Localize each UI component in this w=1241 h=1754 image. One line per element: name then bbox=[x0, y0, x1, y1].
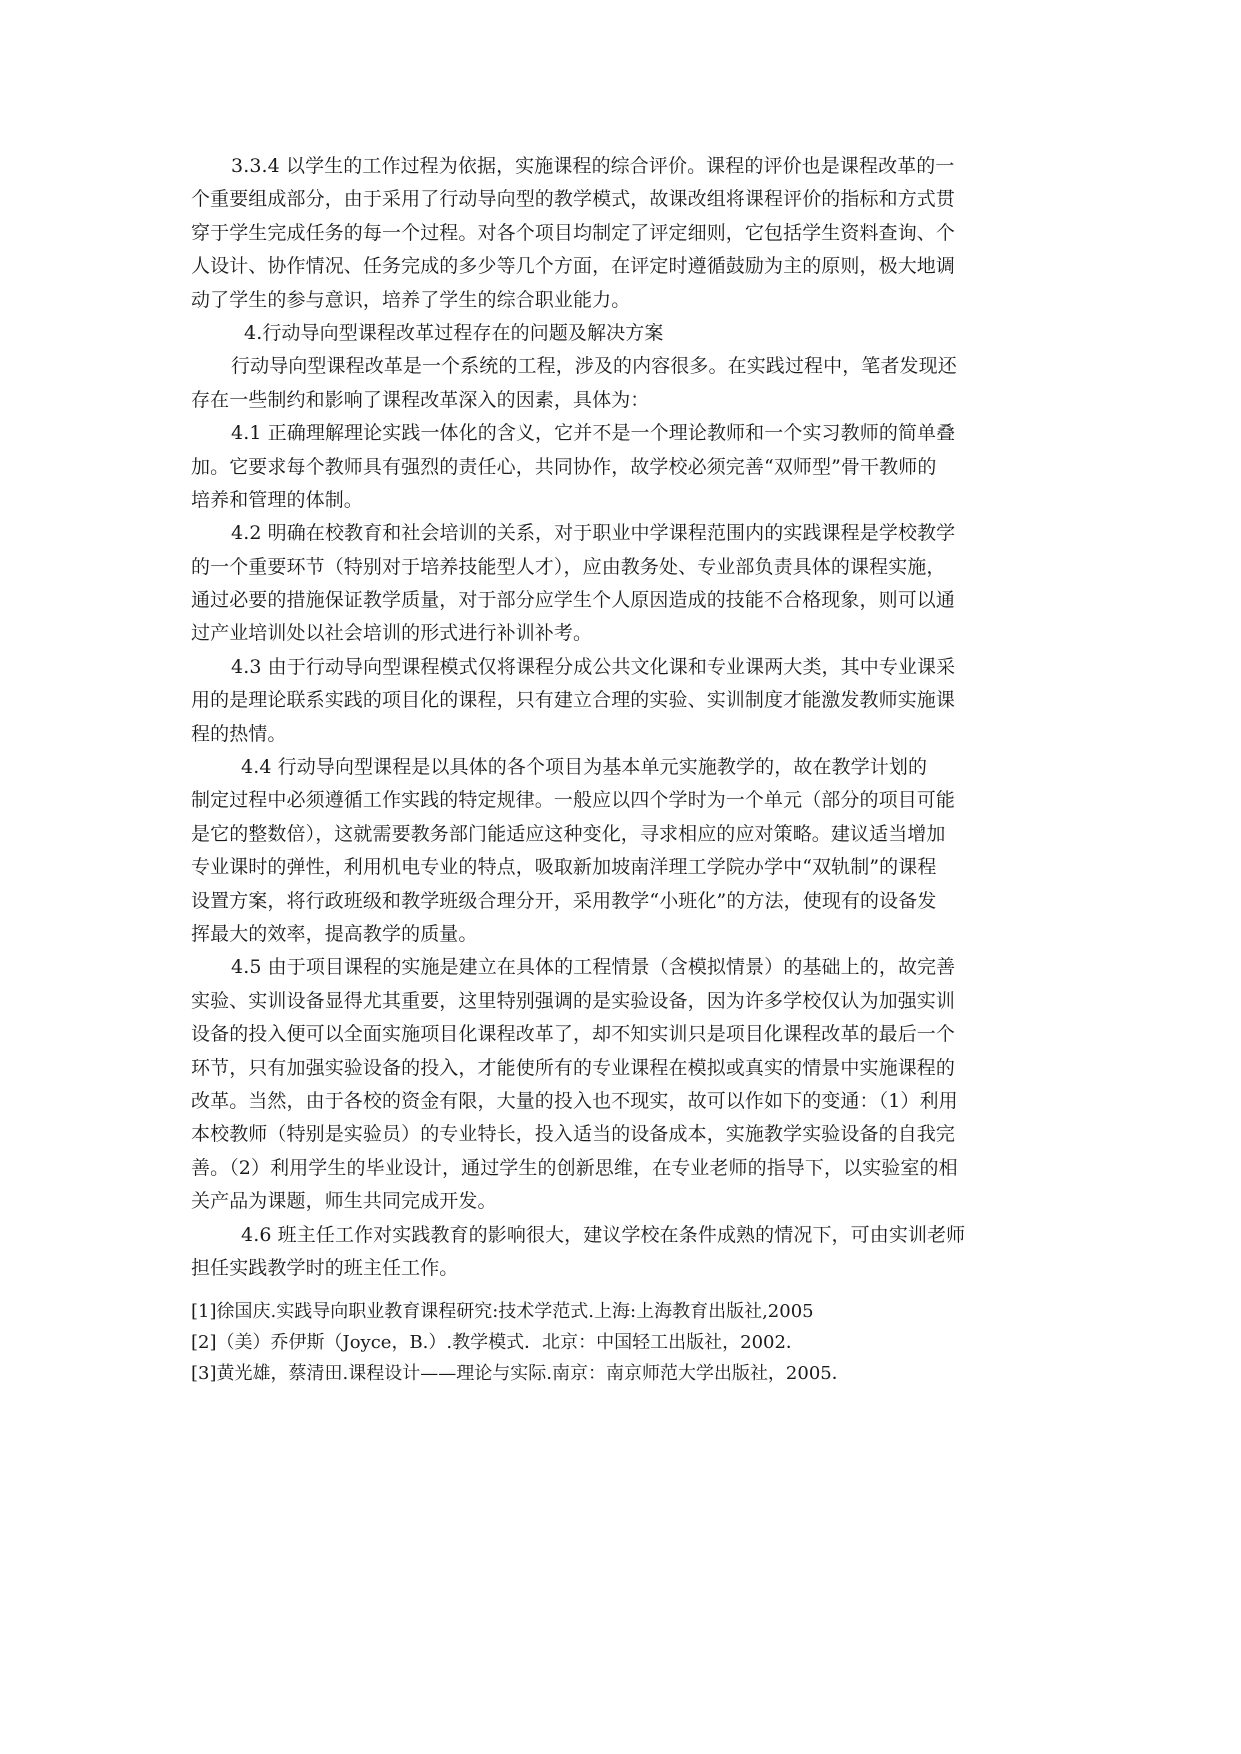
paragraph-3-3-4 bbox=[191, 150, 1071, 317]
text-line: 4.3 由于行动导向型课程模式仅将课程分成公共文化课和专业课两大类，其中专业课采 bbox=[231, 655, 956, 678]
text-line: 人设计、协作情况、任务完成的多少等几个方面，在评定时遵循鼓励为主的原则，极大地调 bbox=[191, 255, 956, 278]
text-line: 担任实践教学时的班主任工作。 bbox=[191, 1256, 459, 1279]
text-line: 本校教师（特别是实验员）的专业特长，投入适当的设备成本，实施教学实验设备的自我完 bbox=[191, 1123, 956, 1146]
paragraph-4-1 bbox=[191, 417, 1071, 517]
reference-item: [1]徐国庆.实践导向职业教育课程研究:技术学范式.上海:上海教育出版社,2005 bbox=[191, 1301, 814, 1322]
text-line: 过产业培训处以社会培训的形式进行补训补考。 bbox=[191, 622, 593, 645]
text-line: 动了学生的参与意识，培养了学生的综合职业能力。 bbox=[191, 288, 631, 311]
text-line: 设备的投入便可以全面实施项目化课程改革了，却不知实训只是项目化课程改革的最后一个 bbox=[191, 1023, 956, 1046]
paragraph-4-5 bbox=[191, 951, 1071, 1218]
section-heading-4 bbox=[191, 317, 1071, 350]
paragraph-4-4 bbox=[191, 751, 1071, 951]
text-line: 4.2 明确在校教育和社会培训的关系，对于职业中学课程范围内的实践课程是学校教学 bbox=[231, 522, 956, 545]
paragraph-4-3 bbox=[191, 651, 1071, 751]
text-line: 程的热情。 bbox=[191, 722, 287, 745]
text-line: 通过必要的措施保证教学质量，对于部分应学生个人原因造成的技能不合格现象，则可以通 bbox=[191, 589, 956, 612]
paragraph-4-2 bbox=[191, 517, 1071, 651]
text-line: 制定过程中必须遵循工作实践的特定规律。一般应以四个学时为一个单元（部分的项目可能 bbox=[191, 789, 956, 812]
text-line: 加。它要求每个教师具有强烈的责任心，共同协作，故学校必须完善“双师型”骨干教师的 bbox=[191, 455, 937, 478]
text-line: 4.4 行动导向型课程是以具体的各个项目为基本单元实施教学的，故在教学计划的 bbox=[241, 756, 928, 779]
text-line: 关产品为课题，师生共同完成开发。 bbox=[191, 1190, 497, 1213]
text-line: 设置方案，将行政班级和教学班级合理分开，采用教学“小班化”的方法，使现有的设备发 bbox=[191, 889, 937, 912]
text-line: 个重要组成部分，由于采用了行动导向型的教学模式，故课改组将课程评价的指标和方式贯 bbox=[191, 188, 956, 211]
text-line: 挥最大的效率，提高教学的质量。 bbox=[191, 922, 478, 945]
text-line: 4.5 由于项目课程的实施是建立在具体的工程情景（含模拟情景）的基础上的，故完善 bbox=[231, 956, 956, 979]
text-line: 用的是理论联系实践的项目化的课程，只有建立合理的实验、实训制度才能激发教师实施课 bbox=[191, 689, 956, 712]
reference-item: [2]（美）乔伊斯（Joyce，B.）.教学模式．北京：中国轻工出版社，2002． bbox=[191, 1332, 804, 1353]
text-line: 实验、实训设备显得尤其重要，这里特别强调的是实验设备，因为许多学校仅认为加强实训 bbox=[191, 989, 956, 1012]
text-line: 培养和管理的体制。 bbox=[191, 488, 363, 511]
text-line: 穿于学生完成任务的每一个过程。对各个项目均制定了评定细则，它包括学生资料查询、个 bbox=[191, 221, 956, 244]
text-line: 专业课时的弹性，利用机电专业的特点，吸取新加坡南洋理工学院办学中“双轨制”的课程 bbox=[191, 856, 937, 879]
body-text bbox=[191, 150, 1071, 1285]
text-line: 环节，只有加强实验设备的投入，才能使所有的专业课程在模拟或真实的情景中实施课程的 bbox=[191, 1056, 956, 1079]
text-line: 4.6 班主任工作对实践教育的影响很大，建议学校在条件成熟的情况下，可由实训老师 bbox=[241, 1223, 966, 1246]
text-line: 存在一些制约和影响了课程改革深入的因素，具体为： bbox=[191, 388, 650, 411]
text-line: 善。（2）利用学生的毕业设计，通过学生的创新思维，在专业老师的指导下，以实验室的相 bbox=[191, 1156, 958, 1179]
text-line: 行动导向型课程改革是一个系统的工程，涉及的内容很多。在实践过程中，笔者发现还 bbox=[231, 355, 957, 378]
reference-item: [3]黄光雄，蔡清田.课程设计——理论与实际.南京：南京师范大学出版社，2005． bbox=[191, 1363, 850, 1384]
reference-list bbox=[191, 1296, 1071, 1389]
text-line: 的一个重要环节（特别对于培养技能型人才），应由教务处、专业部负责具体的课程实施， bbox=[191, 555, 946, 578]
text-line: 4.1 正确理解理论实践一体化的含义，它并不是一个理论教师和一个实习教师的简单叠 bbox=[231, 422, 956, 445]
paragraph-4-intro bbox=[191, 350, 1071, 417]
text-line: 3.3.4 以学生的工作过程为依据，实施课程的综合评价。课程的评价也是课程改革的一 bbox=[231, 155, 955, 177]
paragraph-4-6 bbox=[191, 1219, 1071, 1286]
text-line: 改革。当然，由于各校的资金有限，大量的投入也不现实，故可以作如下的变通：（1）利用 bbox=[191, 1089, 958, 1112]
text-line: 是它的整数倍），这就需要教务部门能适应这种变化，寻求相应的应对策略。建议适当增加 bbox=[191, 822, 946, 845]
section-heading: 4.行动导向型课程改革过程存在的问题及解决方案 bbox=[244, 321, 664, 344]
